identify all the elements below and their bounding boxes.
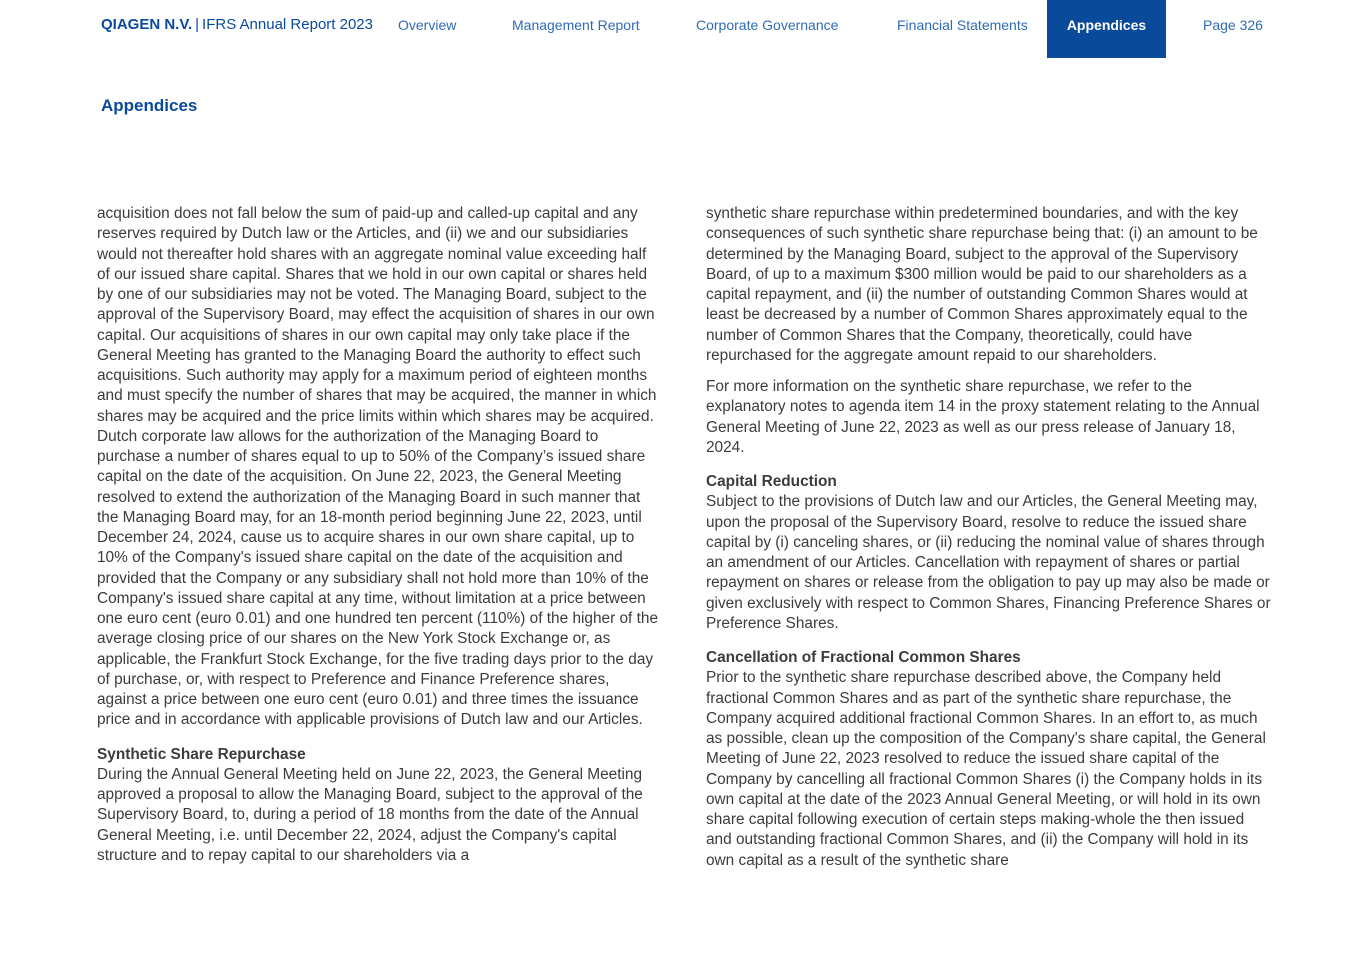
section-title: Appendices bbox=[101, 96, 198, 115]
paragraph-synthetic-repurchase: During the Annual General Meeting held on June 22, 2023, the General Meeting approved a proposal to allow the Managing Board, subject to the approval of the Supervisory Board, to, during a period of 18 months from the date of the Annual General Meeting, i.e. until December 22, 2024, adjust the Company's capital structure and to repay capital to our shareholders via a bbox=[97, 765, 643, 864]
heading-capital-reduction: Capital Reduction bbox=[706, 473, 837, 490]
left-column bbox=[97, 204, 662, 866]
nav-corporate-governance[interactable]: Corporate Governance bbox=[696, 17, 839, 33]
right-column bbox=[706, 204, 1271, 871]
company-name: QIAGEN N.V. bbox=[101, 16, 193, 33]
paragraph-more-information: For more information on the synthetic share repurchase, we refer to the explanatory notes to agenda item 14 in the proxy statement relating to the Annual General Meeting of June 22, 2023 as well as our press release of January 18, 2024. bbox=[706, 378, 1260, 456]
heading-synthetic-share-repurchase: Synthetic Share Repurchase bbox=[97, 745, 306, 763]
top-navigation bbox=[0, 0, 1365, 58]
page-number: Page 326 bbox=[1203, 17, 1263, 33]
brand[interactable] bbox=[101, 16, 373, 33]
report-title: IFRS Annual Report 2023 bbox=[202, 16, 373, 33]
paragraph-share-acquisition: acquisition does not fall below the sum of paid-up and called-up capital and any reserves required by Dutch law or the Articles, and (ii) we and our subsidiaries would not thereafter hold shares with an aggregate nominal value exceeding half of our issued share capital. Shares that we hold in our own capital or shares held by one of our subsidiaries may not be voted. The Managing Board, subject to the approval of the Supervisory Board, may effect the acquisition of shares in our own capital. Our acquisitions of shares in our own capital may only take place if the General Meeting has granted to the Managing Board the authority to effect such acquisitions. Such authority may apply for a maximum period of eighteen months and must specify the number of shares that may be acquired, the manner in which shares may be acquired and the price limits within which shares may be acquired. Dutch corporate law allows for the authorization of the Managing Board to purchase a number of shares equal to up to 50% of the Company’s issued share capital on the date of the acquisition. On June 22, 2023, the General Meeting resolved to extend the authorization of the Managing Board in such manner that the Managing Board may, for an 18-month period beginning June 22, 2023, until December 24, 2024, cause us to acquire shares in our own share capital, up to 10% of the Company's issued share capital on the date of the acquisition and provided that the Company or any subsidiary shall not hold more than 10% of the Company's issued share capital at any time, without limitation at a price between one euro cent (euro 0.01) and one hundred ten percent (110%) of the higher of the average closing price of our shares on the New York Stock Exchange or, as applicable, the Frankfurt Stock Exchange, for the five trading days prior to the day of purchase, or, with respect to Preference and Finance Preference shares, against a price between one euro cent (euro 0.01) and three times the issuance price and in accordance with applicable provisions of Dutch law and our Articles. bbox=[97, 205, 659, 729]
paragraph-fractional-shares: Prior to the synthetic share repurchase described above, the Company held fractional Common Shares and as part of the synthetic share repurchase, the Company acquired additional fractional Common Shares. In an effort to, as much as possible, clean up the composition of the Company's share capital, the General Meeting of June 22, 2023 resolved to reduce the issued share capital of the Company by cancelling all fractional Common Shares (i) the Company holds in its own capital at the date of the 2023 Annual General Meeting, or will hold in its own share capital following execution of certain steps making-whole the then issued and outstanding fractional Common Shares, and (ii) the Company will hold in its own capital as a result of the synthetic share bbox=[706, 669, 1266, 869]
brand-separator: | bbox=[195, 16, 200, 33]
nav-overview[interactable]: Overview bbox=[398, 17, 457, 33]
nav-financial-statements[interactable]: Financial Statements bbox=[897, 17, 1028, 33]
paragraph-capital-reduction: Subject to the provisions of Dutch law and our Articles, the General Meeting may, upon the proposal of the Supervisory Board, resolve to reduce the issued share capital by (i) canceling shares, or (ii) reducing the nominal value of shares through an amendment of our Articles. Cancellation with repayment of shares or partial repayment on shares or release from the obligation to pay up may also be made or given exclusively with respect to Common Shares, Financing Preference Shares or Preference Shares. bbox=[706, 493, 1271, 632]
nav-appendices[interactable]: Appendices bbox=[1047, 0, 1166, 58]
paragraph-repurchase-consequences: synthetic share repurchase within predetermined boundaries, and with the key consequences of such synthetic share repurchase being that: (i) an amount to be determined by the Managing Board, subject to the approval of the Supervisory Board, of up to a maximum $300 million would be paid to our shareholders as a capital repayment, and (ii) the number of outstanding Common Shares would at least be decreased by a number of Common Shares approximately equal to the number of Common Shares that the Company, theoretically, could have repurchased for the aggregate amount repaid to our shareholders. bbox=[706, 205, 1258, 364]
heading-fractional-shares: Cancellation of Fractional Common Shares bbox=[706, 649, 1021, 666]
nav-management-report[interactable]: Management Report bbox=[512, 17, 640, 33]
